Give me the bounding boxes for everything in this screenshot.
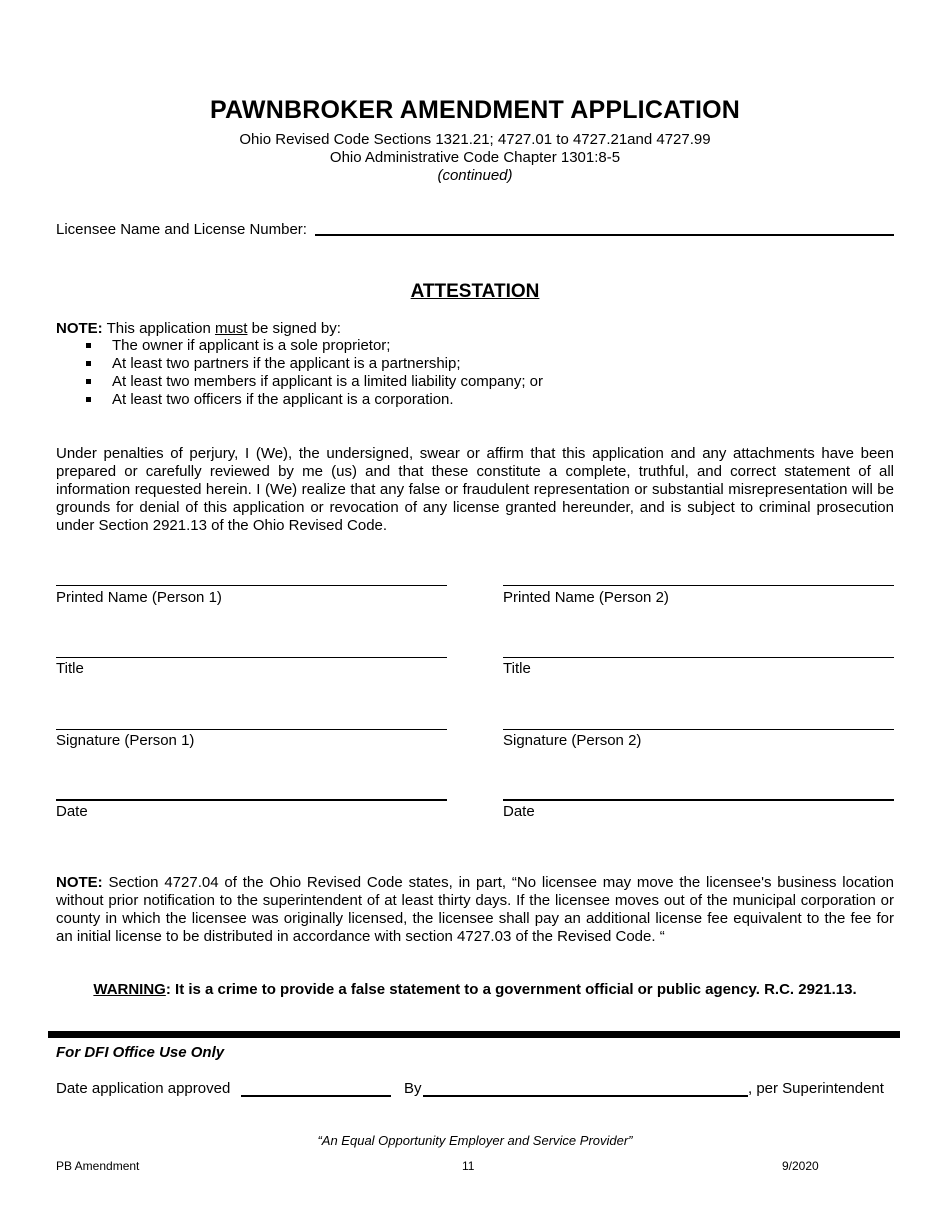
warning-text: : It is a crime to provide a false statement to a government official or public agency. R.C. 2921.13. bbox=[165, 981, 857, 998]
title-1-field[interactable] bbox=[56, 657, 447, 658]
bullet-icon bbox=[86, 379, 91, 384]
per-superintendent-label: , per Superintendent bbox=[748, 1080, 884, 1097]
list-item: The owner if applicant is a sole proprietor; bbox=[56, 337, 543, 355]
office-use-heading: For DFI Office Use Only bbox=[56, 1044, 225, 1061]
revision-date: 9/2020 bbox=[782, 1159, 819, 1173]
bullet-icon bbox=[86, 397, 91, 402]
admin-code-reference: Ohio Administrative Code Chapter 1301:8-5 bbox=[329, 149, 621, 166]
note-text-2: be signed by: bbox=[247, 320, 341, 337]
signature-1-label: Signature (Person 1) bbox=[56, 732, 195, 749]
note2-text: Section 4727.04 of the Ohio Revised Code states, in part, “No licensee may move the licensee's business location without prior notification to the superintendent of at least thirty days. If the licensee moves out of the municipal corporation or county in which the licensee was originally licensed, the licensee shall pay an additional license fee equivalent to the fee for an initial license to be distributed in accordance with section 4727.03 of the Revised Code. “ bbox=[56, 874, 894, 945]
note-label: NOTE: bbox=[56, 320, 103, 337]
perjury-statement: Under penalties of perjury, I (We), the undersigned, swear or affirm that this application and any attachments have been prepared or carefully reviewed by me (us) and that these constitute a complete, truthful, and correct statement of all information requested herein. I (We) realize that any false or fraudulent representation or substantial misrepresentation will be grounds for denial of this application or revocation of any license granted hereunder, and is subject to criminal prosecution under Section 2921.13 of the Ohio Revised Code. bbox=[56, 445, 894, 534]
note-text-1: This application bbox=[102, 320, 215, 337]
list-item: At least two members if applicant is a limited liability company; or bbox=[56, 373, 543, 391]
statute-reference: Ohio Revised Code Sections 1321.21; 4727.01 to 4727.21and 4727.99 bbox=[239, 131, 711, 148]
equal-opportunity-statement: “An Equal Opportunity Employer and Service Provider” bbox=[317, 1133, 633, 1148]
title-2-field[interactable] bbox=[503, 657, 894, 658]
licensee-label: Licensee Name and License Number: bbox=[56, 221, 307, 238]
licensee-field[interactable] bbox=[315, 234, 894, 236]
title-1-label: Title bbox=[56, 660, 84, 677]
bullet-icon bbox=[86, 361, 91, 366]
date-approved-label: Date application approved bbox=[56, 1080, 231, 1097]
printed-name-2-field[interactable] bbox=[503, 585, 894, 586]
date-1-label: Date bbox=[56, 803, 88, 820]
relocation-note bbox=[56, 874, 894, 946]
list-item: At least two officers if the applicant is a corporation. bbox=[56, 391, 543, 409]
date-2-label: Date bbox=[503, 803, 535, 820]
date-approved-field[interactable] bbox=[241, 1095, 391, 1097]
signer-requirements-list bbox=[56, 337, 543, 409]
form-name: PB Amendment bbox=[56, 1159, 140, 1173]
approver-field[interactable] bbox=[423, 1095, 748, 1097]
signature-1-field[interactable] bbox=[56, 729, 447, 730]
title-2-label: Title bbox=[503, 660, 531, 677]
signature-2-field[interactable] bbox=[503, 729, 894, 730]
warning-label: WARNING bbox=[93, 981, 166, 998]
note2-label: NOTE: bbox=[56, 874, 103, 891]
continued-label: (continued) bbox=[437, 167, 513, 184]
date-1-field[interactable] bbox=[56, 799, 447, 801]
page-number: 11 bbox=[462, 1159, 475, 1173]
printed-name-1-field[interactable] bbox=[56, 585, 447, 586]
printed-name-2-label: Printed Name (Person 2) bbox=[503, 589, 669, 606]
list-item: At least two partners if the applicant is a partnership; bbox=[56, 355, 543, 373]
by-label: By bbox=[404, 1080, 422, 1097]
section-divider bbox=[48, 1031, 900, 1038]
signature-2-label: Signature (Person 2) bbox=[503, 732, 642, 749]
date-2-field[interactable] bbox=[503, 799, 894, 801]
warning-statement bbox=[0, 981, 950, 998]
signing-note bbox=[56, 320, 341, 337]
bullet-icon bbox=[86, 343, 91, 348]
attestation-heading: ATTESTATION bbox=[410, 281, 540, 302]
printed-name-1-label: Printed Name (Person 1) bbox=[56, 589, 222, 606]
page-title: PAWNBROKER AMENDMENT APPLICATION bbox=[210, 96, 740, 124]
note-must: must bbox=[214, 320, 248, 337]
